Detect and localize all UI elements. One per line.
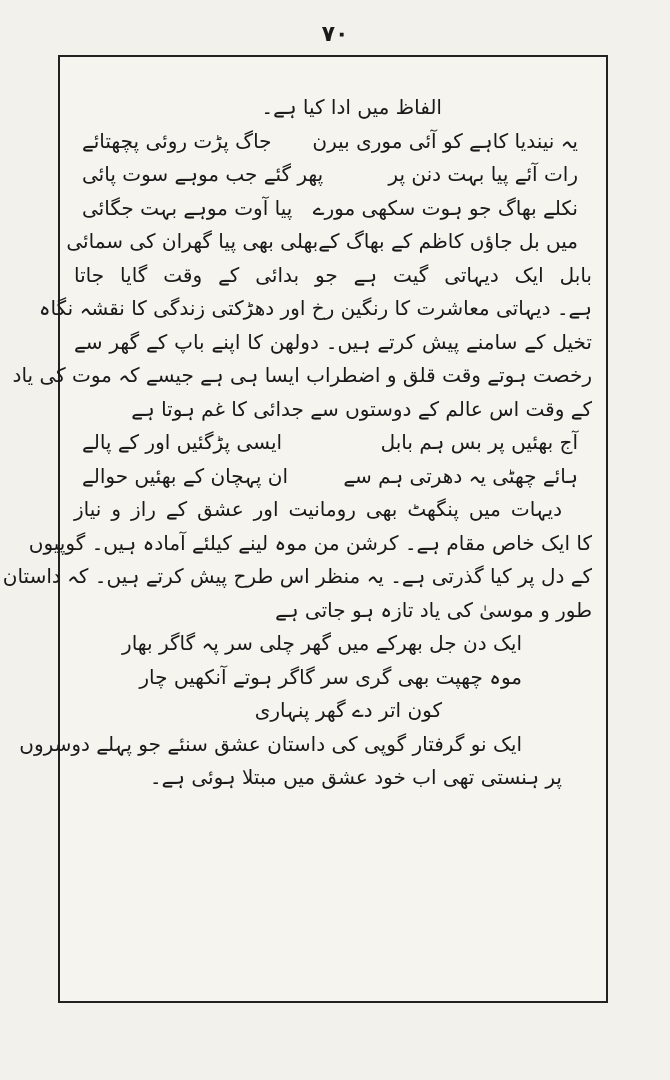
prose-line: طور و موسیٰ کی یاد تازہ ہو جاتی ہے: [275, 597, 592, 622]
verse-line: موہ چھپت بھی گری سر گاگر ہوتے آنکھیں چار: [139, 664, 522, 689]
page-frame: [2, 55, 608, 1003]
page-content: [2, 91, 592, 795]
prose-line: الفاظ میں ادا کیا ہے۔: [261, 95, 442, 119]
verse-couplet: [74, 426, 592, 460]
prose-line: تخیل کے سامنے پیش کرتے ہیں۔ دولھن کا اپنے باپ کے گھر سے: [74, 329, 592, 354]
verse-first-half: رات آئے پیا بہت دنن پر: [388, 162, 578, 186]
verse-second-half: ایسی پڑگئیں اور کے پالے: [82, 430, 283, 454]
verse-couplet: [66, 225, 592, 259]
verse-couplet: [74, 460, 592, 494]
verse-second-half: ان پہچان کے بھئیں حوالے: [82, 463, 289, 488]
verse-second-half: بھلی بھی پیا گھران کی سمائی: [66, 229, 319, 253]
prose-line: کا ایک خاص مقام ہے۔ کرشن من موہ لینے کیلئے آمادہ ہیں۔ گوپیوں: [28, 530, 592, 555]
verse-first-half: ہائے چھٹی یہ دھرتی ہم سے: [343, 463, 578, 488]
verse-second-half: جاگ پڑت روئی پچھتائے: [82, 128, 272, 153]
prose-line: پر ہنستی تھی اب خود عشق میں مبتلا ہوئی ہے۔: [149, 765, 562, 789]
prose-line: ہے۔ دیہاتی معاشرت کا رنگین رخ اور دھڑکتی زندگی کا نقشہ نگاہ: [38, 296, 592, 320]
verse-first-half: نکلے بھاگ جو ہوت سکھی مورے: [312, 195, 578, 220]
prose-line: رخصت ہوتے وقت قلق و اضطراب ایسا ہی ہے جیسے کہ موت کی یاد: [12, 363, 592, 387]
verse-line: کون اتر دے گھر پنہاری: [254, 698, 442, 722]
prose-line: دیہات میں پنگھٹ بھی رومانیت اور عشق کے راز و نیاز: [74, 497, 562, 521]
prose-line: کے وقت اس عالم کے دوستوں سے جدائی کا غم ہوتا ہے: [131, 396, 592, 421]
verse-second-half: پیا آوت موہے بہت جگائی: [82, 195, 293, 220]
verse-first-half: میں بل جاؤں کاظم کے بھاگ کے: [318, 229, 578, 253]
verse-second-half: پھر گئے جب موہے سوت پائی: [82, 162, 324, 186]
verse-couplet: [74, 125, 592, 159]
verse-first-half: آج بھئیں پر بس ہم بابل: [380, 430, 578, 454]
verse-couplet: [74, 158, 592, 192]
prose-line: ایک نو گرفتار گوپی کی داستان عشق سنئے جو پہلے دوسروں: [19, 731, 522, 756]
page-number: ۷۰: [321, 22, 349, 47]
prose-line: بابل ایک دیہاتی گیت ہے جو بدائی کے وقت گایا جاتا: [74, 262, 592, 287]
verse-first-half: یہ نیندیا کاہے کو آئی موری بیرن: [312, 128, 578, 153]
prose-line: کے دل پر کیا گذرتی ہے۔ یہ منظر اس طرح پیش کرتے ہیں۔ کہ داستان: [2, 564, 592, 588]
verse-couplet: [74, 192, 592, 226]
verse-line: ایک دن جل بھرکے میں گھر چلی سر پہ گاگر بھار: [122, 631, 522, 655]
